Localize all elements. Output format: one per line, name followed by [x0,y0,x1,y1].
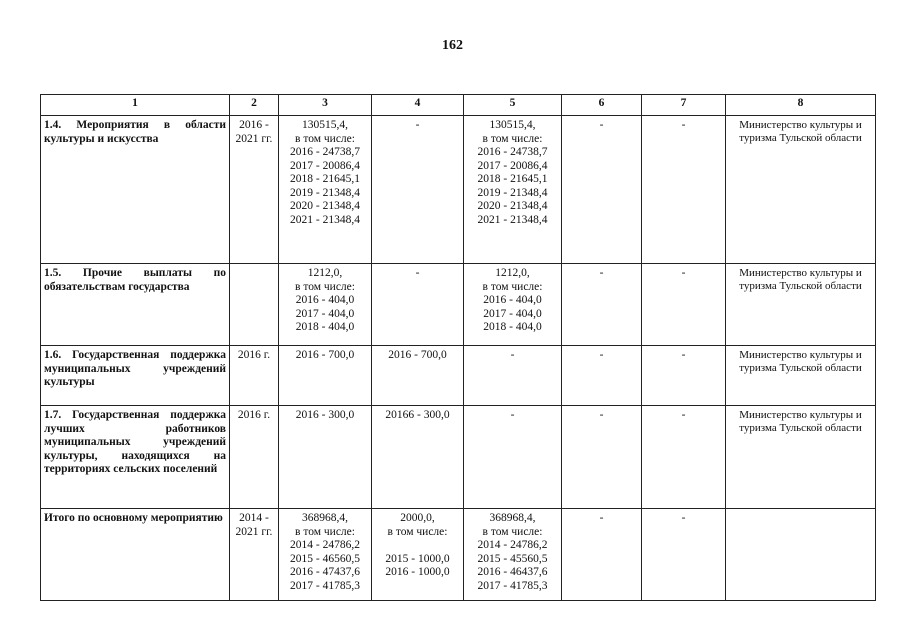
period-cell: 2016 г. [230,406,279,509]
header-col-1: 1 [41,95,230,116]
local-funding-cell: - [562,406,642,509]
federal-funding-cell: 20166 - 300,0 [372,406,464,509]
responsible-org-cell: Министерство культуры и туризма Тульской области [726,264,876,346]
period-cell: 2016 - 2021 гг. [230,116,279,264]
responsible-org-cell: Министерство культуры и туризма Тульской области [726,406,876,509]
period-cell: 2014 - 2021 гг. [230,509,279,601]
period-cell [230,264,279,346]
local-funding-cell: - [562,509,642,601]
responsible-org-cell: Министерство культуры и туризма Тульской области [726,346,876,406]
table-row [41,264,876,346]
local-funding-cell: - [562,346,642,406]
table-row [41,406,876,509]
extra-funding-cell: - [642,116,726,264]
federal-funding-cell: 2000,0, в том числе: 2015 - 1000,0 2016 - 1000,0 [372,509,464,601]
total-funding-cell: 130515,4, в том числе: 2016 - 24738,7 2017 - 20086,4 2018 - 21645,1 2019 - 21348,4 2020 - 21348,4 2021 - 21348,4 [279,116,372,264]
header-col-7: 7 [642,95,726,116]
measure-name: 1.5. Прочие выплаты по обязательствам государства [41,264,230,346]
measure-name: Итого по основному мероприятию [41,509,230,601]
regional-funding-cell: - [464,346,562,406]
extra-funding-cell: - [642,264,726,346]
header-row [41,95,876,116]
federal-funding-cell: - [372,116,464,264]
page-number: 162 [442,38,463,53]
table-row [41,346,876,406]
header-col-2: 2 [230,95,279,116]
total-funding-cell: 1212,0, в том числе: 2016 - 404,0 2017 - 404,0 2018 - 404,0 [279,264,372,346]
header-col-6: 6 [562,95,642,116]
regional-funding-cell: - [464,406,562,509]
table-row [41,116,876,264]
period-cell: 2016 г. [230,346,279,406]
measure-name: 1.6. Государственная поддержка муниципальных учреждений культуры [41,346,230,406]
federal-funding-cell: 2016 - 700,0 [372,346,464,406]
local-funding-cell: - [562,264,642,346]
measure-name: 1.7. Государственная поддержка лучших работников муниципальных учреждений культуры, находящихся на территориях сельских поселений [41,406,230,509]
total-funding-cell: 368968,4, в том числе: 2014 - 24786,2 2015 - 46560,5 2016 - 47437,6 2017 - 41785,3 [279,509,372,601]
header-col-3: 3 [279,95,372,116]
responsible-org-cell [726,509,876,601]
local-funding-cell: - [562,116,642,264]
regional-funding-cell: 368968,4, в том числе: 2014 - 24786,2 2015 - 45560,5 2016 - 46437,6 2017 - 41785,3 [464,509,562,601]
table-row [41,509,876,601]
federal-funding-cell: - [372,264,464,346]
measure-name: 1.4. Мероприятия в области культуры и искусства [41,116,230,264]
extra-funding-cell: - [642,406,726,509]
header-col-8: 8 [726,95,876,116]
regional-funding-cell: 1212,0, в том числе: 2016 - 404,0 2017 - 404,0 2018 - 404,0 [464,264,562,346]
header-col-4: 4 [372,95,464,116]
responsible-org-cell: Министерство культуры и туризма Тульской области [726,116,876,264]
total-funding-cell: 2016 - 700,0 [279,346,372,406]
budget-table [40,94,876,601]
regional-funding-cell: 130515,4, в том числе: 2016 - 24738,7 2017 - 20086,4 2018 - 21645,1 2019 - 21348,4 2020 - 21348,4 2021 - 21348,4 [464,116,562,264]
total-funding-cell: 2016 - 300,0 [279,406,372,509]
extra-funding-cell: - [642,346,726,406]
extra-funding-cell: - [642,509,726,601]
header-col-5: 5 [464,95,562,116]
